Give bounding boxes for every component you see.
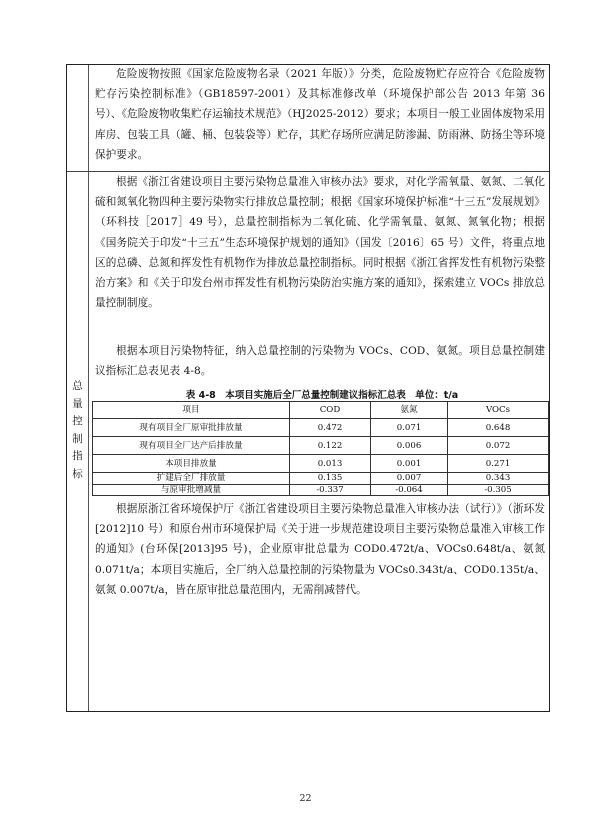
table-cell: 本项目排放量 <box>93 455 290 473</box>
table-cell: 0.071 <box>371 419 448 437</box>
pollutant-paragraph: 根据本项目污染物特征，纳入总量控制的污染物为 VOCs、COD、氨氮。项目总量控制建议指标汇总表见表 4-8。 <box>95 345 545 378</box>
regulation-paragraph: 根据《浙江省建设项目主要污染物总量准入审核办法》要求，对化学需氧量、氨氮、二氧化硫和氮氧化物四种主要污染物实行排放总量控制；根据《国家环境保护标准“十三五”发展规划》（环科技［2017］49 号），总量控制指标为二氧化硫、化学需氧量、氨氮、氮氧化物；根据《国务院关于印发“十三五”生态环境保护规划的通知》（国发〔2016〕65 号）文件，将重点地区的总磷、总氮和挥发性有机物作为排放总量控制指标。同时根据《浙江省挥发性有机物污染整治方案》和《关于印发台州市挥发性有机物污染防治实施方案的通知》，探索建立 VOCs 排放总量控制制度。 <box>95 176 545 310</box>
header-cell: 氨氮 <box>371 402 448 419</box>
table-cell: -0.305 <box>448 484 549 496</box>
header-cell: 项目 <box>93 402 290 419</box>
control-indicator-table <box>92 401 549 496</box>
page-number: 22 <box>299 793 312 804</box>
table-cell: 0.343 <box>448 473 549 485</box>
table-row <box>93 473 549 485</box>
table-cell: 0.007 <box>371 473 448 485</box>
table-row <box>93 419 549 437</box>
header-cell: VOCs <box>448 402 549 419</box>
table-cell: 0.006 <box>371 437 448 455</box>
table-cell: 0.648 <box>448 419 549 437</box>
side-label-char: 控 <box>72 415 83 427</box>
table-cell: 与原审批增减量 <box>93 484 290 496</box>
approval-paragraph: 根据原浙江省环境保护厅《浙江省建设项目主要污染物总量准入审核办法（试行）》（浙环发[2012]10 号）和原台州市环境保护局《关于进一步规范建设项目主要污染物总量准入审核工作的通知》(台环保[2013]95 号)，企业原审批总量为 COD0.472t/a、VOCs0.648t/a、氨氮 0.071t/a；本项目实施后，全厂纳入总量控制的污染物量为 VOCs0.343t/a、COD0.135t/a、氨氮 0.007t/a，皆在原审批总量范围内，无需削减替代。 <box>95 503 545 596</box>
header-cell: COD <box>290 402 371 419</box>
side-label-char: 制 <box>72 432 83 445</box>
table-cell: 0.001 <box>371 455 448 473</box>
table-row <box>93 437 549 455</box>
total-control-label <box>67 378 88 483</box>
table-caption: 表 4-8 本项目实施后全厂总量控制建议指标汇总表 单位：t/a <box>185 390 459 401</box>
side-label-char: 总 <box>72 380 83 392</box>
side-label-char: 量 <box>72 397 83 410</box>
table-cell: 扩建后全厂排放量 <box>93 473 290 485</box>
table-cell: 0.472 <box>290 419 371 437</box>
table-cell: 0.072 <box>448 437 549 455</box>
form-table <box>66 64 550 712</box>
table-cell: 0.013 <box>290 455 371 473</box>
table-cell: 现有项目全厂达产后排放量 <box>93 437 290 455</box>
side-label-char: 标 <box>72 467 83 480</box>
side-label-char: 指 <box>72 450 83 462</box>
table-header-row <box>93 402 549 419</box>
hazardous-waste-paragraph: 危险废物按照《国家危险废物名录（2021 年版）》分类，危险废物贮存应符合《危险废物贮存污染控制标准》（GB18597-2001）及其标准修改单（环境保护部公告 2013 年第 36 号）、《危险废物收集贮存运输技术规范》（HJ2025-2012）要求；本项目一般工业固体废物采用库房、包装工具（罐、桶、包装袋等）贮存，其贮存场所应满足防渗漏、防雨淋、防扬尘等环境保护要求。 <box>95 68 545 161</box>
table-cell: 0.271 <box>448 455 549 473</box>
table-cell: -0.064 <box>371 484 448 496</box>
table-cell: 现有项目全厂原审批排放量 <box>93 419 290 437</box>
table-row <box>93 455 549 473</box>
table-cell: -0.337 <box>290 484 371 496</box>
column-divider <box>88 65 89 711</box>
table-cell: 0.135 <box>290 473 371 485</box>
table-cell: 0.122 <box>290 437 371 455</box>
table-row <box>93 484 549 496</box>
